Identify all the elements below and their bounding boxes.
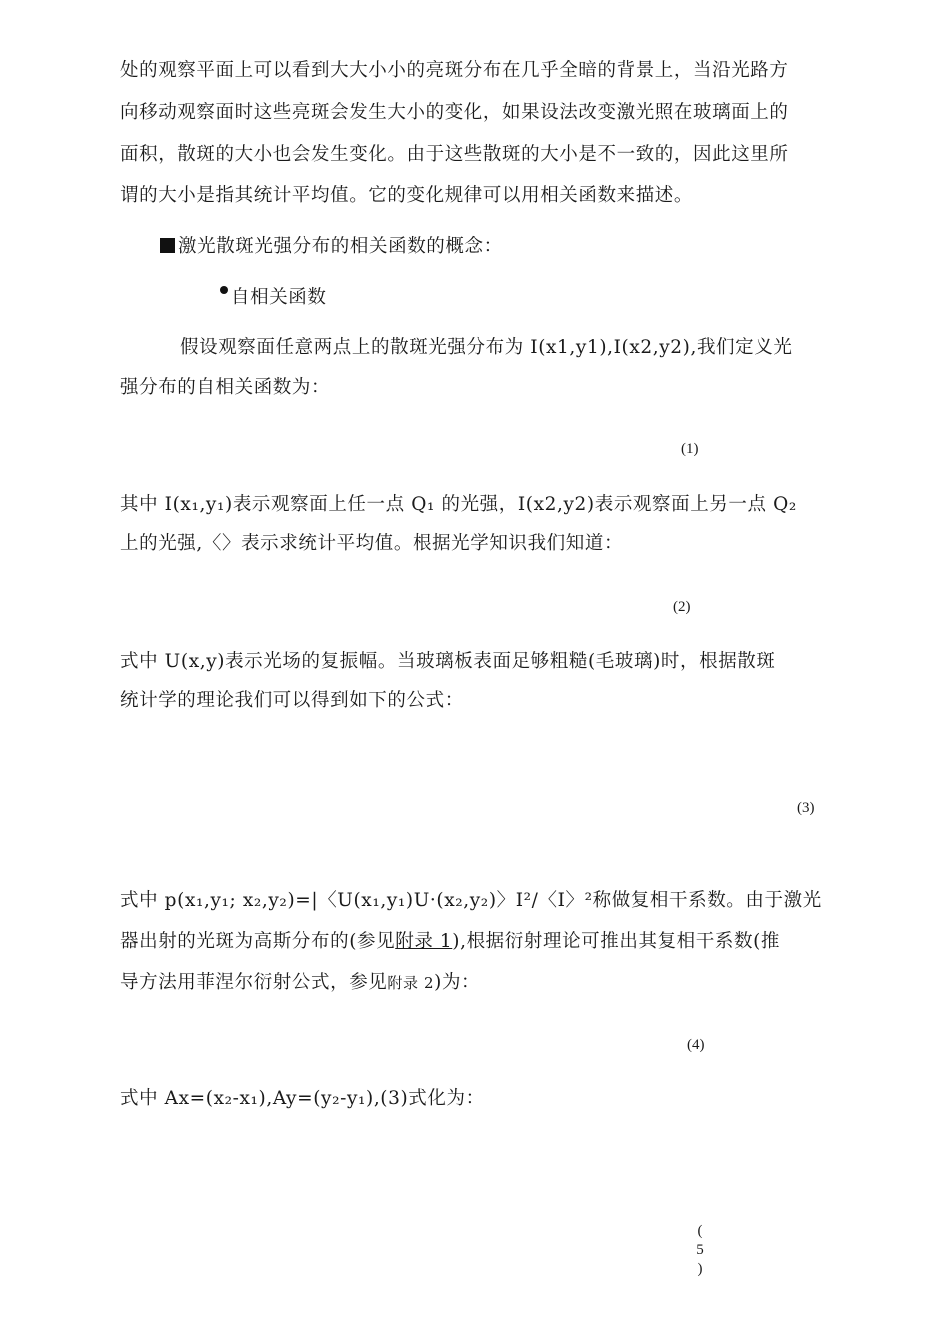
appendix-2-reference: 附录 2: [387, 974, 435, 992]
paragraph-line: 式中 p(x₁,y₁; x₂,y₂)=|〈U(x₁,y₁)U·(x₂,y₂)〉I²/〈I〉²称做复相干系数。由于激光: [120, 890, 822, 911]
text-segment: 导方法用菲涅尔衍射公式，参见: [120, 972, 388, 993]
subheading-text: 自相关函数: [231, 287, 327, 308]
paragraph-line: 谓的大小是指其统计平均值。它的变化规律可以用相关函数来描述。: [120, 185, 694, 206]
paragraph-line: [120, 971, 840, 995]
text-segment: )为：: [434, 972, 481, 993]
equation-number: (3): [797, 800, 815, 816]
paragraph-line: 其中 I(x₁,y₁)表示观察面上任一点 Q₁ 的光强，I(x2,y2)表示观察面上另一点 Q₂: [120, 494, 797, 515]
equation-number: (2): [673, 599, 691, 615]
round-bullet-icon: [220, 286, 228, 294]
paragraph-line: 向移动观察面时这些亮斑会发生大小的变化，如果设法改变激光照在玻璃面上的: [120, 102, 789, 123]
section-heading: [160, 235, 880, 259]
paren-close: ): [697, 1261, 703, 1277]
section-heading-text: 激光散斑光强分布的相关函数的概念：: [178, 236, 503, 257]
text-segment: 器出射的光斑为高斯分布的(参见: [120, 931, 396, 952]
equation-number-digit: 5: [696, 1242, 704, 1258]
equation-number: (1): [681, 441, 699, 457]
paragraph-line: 假设观察面任意两点上的散斑光强分布为 I(x1,y1),I(x2,y2),我们定义光: [180, 337, 793, 358]
paragraph-line: 上的光强,〈〉表示求统计平均值。根据光学知识我们知道：: [120, 533, 624, 554]
paragraph-line: [120, 930, 840, 954]
paragraph-line: 式中 U(x,y)表示光场的复振幅。当玻璃板表面足够粗糙(毛玻璃)时，根据散斑: [120, 651, 776, 672]
paragraph-line: 面积，散斑的大小也会发生变化。由于这些散斑的大小是不一致的，因此这里所: [120, 144, 789, 165]
paren-open: (: [697, 1223, 703, 1239]
text-segment: ),根据衍射理论可推出其复相干系数(推: [452, 931, 780, 952]
paragraph-line: 强分布的自相关函数为：: [120, 377, 331, 398]
appendix-1-link[interactable]: 附录 1: [395, 931, 453, 952]
subheading: [220, 286, 940, 310]
equation-number-5: [694, 1222, 706, 1279]
paragraph-line: 统计学的理论我们可以得到如下的公式：: [120, 690, 464, 711]
paragraph-line: 式中 Ax=(x₂-x₁),Ay=(y₂-y₁),(3)式化为：: [120, 1088, 485, 1109]
paragraph-line: 处的观察平面上可以看到大大小小的亮斑分布在几乎全暗的背景上，当沿光路方: [120, 60, 789, 81]
equation-number: (4): [687, 1037, 705, 1053]
square-bullet-icon: [160, 238, 175, 253]
